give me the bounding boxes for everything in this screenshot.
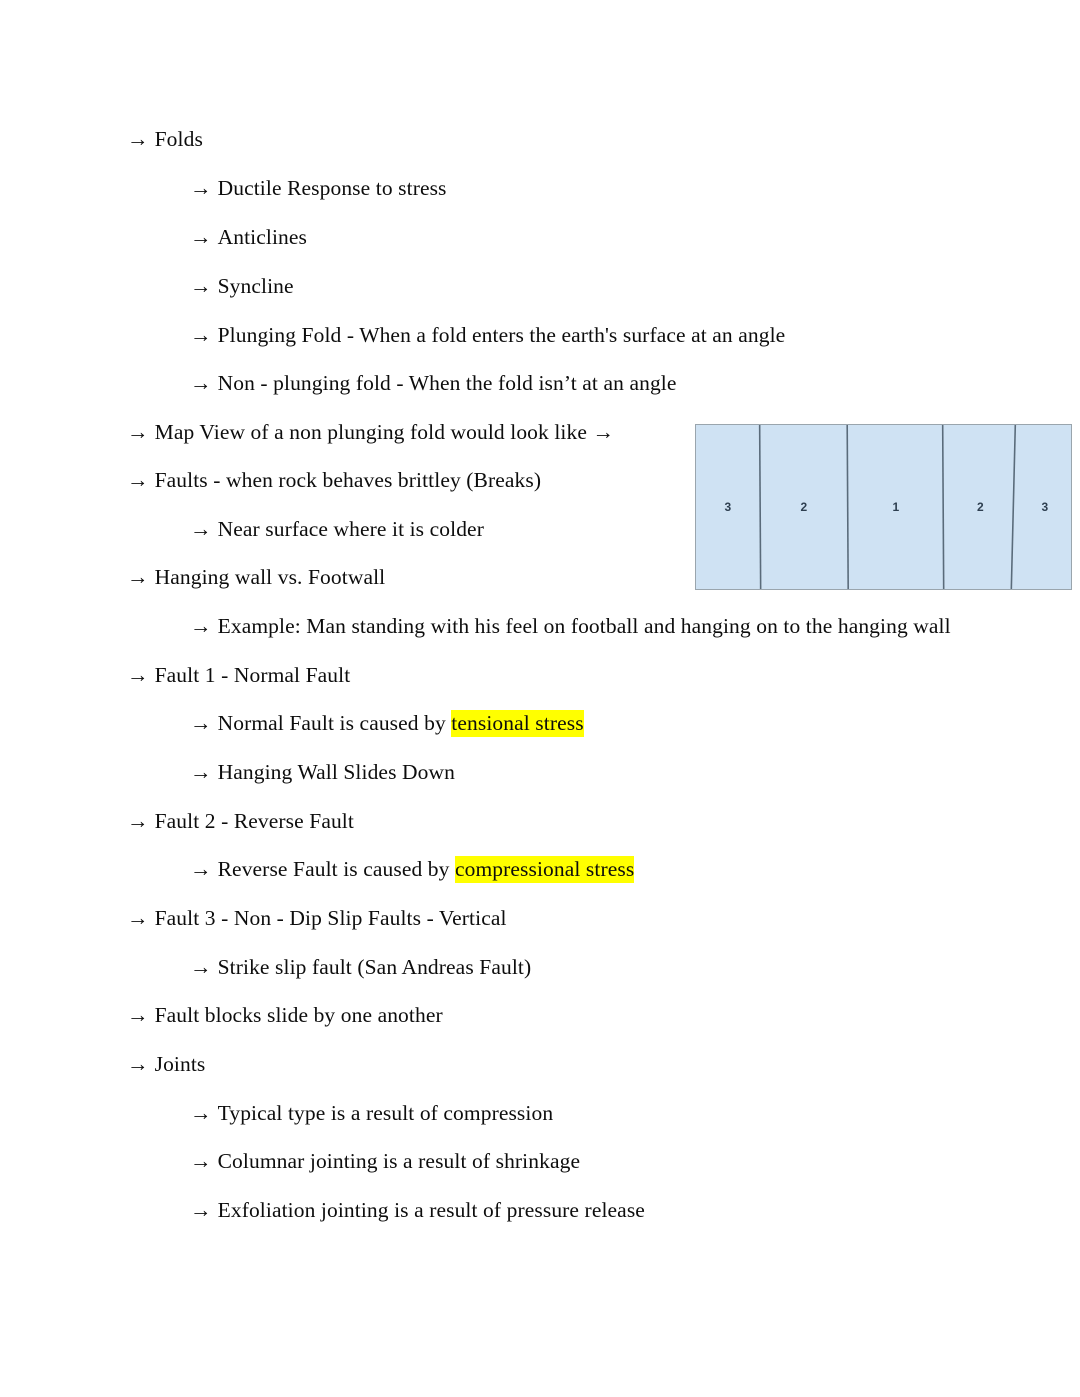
arrow-bullet-icon: → <box>190 711 212 735</box>
note-text: Hanging Wall Slides Down <box>217 760 455 784</box>
note-line-hanging-footwall <box>127 567 385 589</box>
arrow-bullet-icon: → <box>190 323 212 347</box>
note-text: Hanging wall vs. Footwall <box>154 565 386 589</box>
arrow-bullet-icon: → <box>127 1003 149 1027</box>
note-line-strike-slip <box>190 957 531 979</box>
note-line-reverse-fault-cause <box>190 859 634 881</box>
note-text: Normal Fault is caused by <box>217 711 452 735</box>
arrow-bullet-icon: → <box>127 1052 149 1076</box>
note-line-near-surface <box>190 519 484 541</box>
note-text: Exfoliation jointing is a result of pressure release <box>217 1198 645 1222</box>
note-line-exfoliation-joint <box>190 1200 645 1222</box>
note-text: Anticlines <box>217 225 307 249</box>
band-label-outer-left: 3 <box>724 500 732 514</box>
highlighted-term-compressional-stress: compressional stress <box>454 857 635 881</box>
note-line-folds <box>127 129 203 151</box>
note-line-typical-joint <box>190 1103 553 1125</box>
arrow-bullet-icon: → <box>127 809 149 833</box>
map-view-fold-figure <box>695 424 1072 590</box>
note-text: Fault 2 - Reverse Fault <box>154 809 354 833</box>
arrow-bullet-icon: → <box>190 955 212 979</box>
arrow-bullet-icon: → <box>190 371 212 395</box>
arrow-bullet-icon: → <box>190 1198 212 1222</box>
arrow-bullet-icon: → <box>190 1101 212 1125</box>
arrow-bullet-icon: → <box>190 857 212 881</box>
note-line-fault-blocks <box>127 1005 443 1027</box>
band-label-center: 1 <box>892 500 900 514</box>
note-line-normal-fault-cause <box>190 713 584 735</box>
note-text: Faults - when rock behaves brittley (Breaks) <box>154 468 542 492</box>
note-text: Fault 1 - Normal Fault <box>154 663 351 687</box>
note-text: Columnar jointing is a result of shrinkage <box>217 1149 581 1173</box>
arrow-bullet-icon: → <box>127 906 149 930</box>
arrow-bullet-icon: → <box>127 468 149 492</box>
note-line-hanging-wall-down <box>190 762 455 784</box>
note-text: Example: Man standing with his feel on football and hanging on to the hanging wall <box>217 614 951 638</box>
note-line-non-plunging-fold <box>190 373 677 395</box>
band-label-mid-right: 2 <box>977 500 984 514</box>
note-text: Joints <box>154 1052 206 1076</box>
note-line-fault-2 <box>127 811 354 833</box>
note-line-fault-1 <box>127 665 350 687</box>
highlighted-term-tensional-stress: tensional stress <box>451 711 584 735</box>
note-text: Fault blocks slide by one another <box>154 1003 443 1027</box>
arrow-bullet-icon: → <box>190 176 212 200</box>
note-text: Plunging Fold - When a fold enters the earth's surface at an angle <box>217 323 786 347</box>
note-text: Ductile Response to stress <box>217 176 447 200</box>
arrow-bullet-icon: → <box>190 517 212 541</box>
arrow-bullet-icon: → <box>127 663 149 687</box>
note-line-syncline <box>190 276 294 298</box>
arrow-bullet-icon: → <box>190 1149 212 1173</box>
arrow-bullet-icon: → <box>127 127 149 151</box>
note-line-anticlines <box>190 227 307 249</box>
note-line-joints <box>127 1054 205 1076</box>
note-line-plunging-fold <box>190 325 785 347</box>
note-text: Typical type is a result of compression <box>217 1101 554 1125</box>
note-text: Map View of a non plunging fold would look like → <box>154 420 615 444</box>
note-text: Folds <box>154 127 203 151</box>
arrow-bullet-icon: → <box>127 565 149 589</box>
note-line-example-man <box>190 616 951 638</box>
note-text: Reverse Fault is caused by <box>217 857 455 881</box>
arrow-bullet-icon: → <box>190 760 212 784</box>
note-text: Non - plunging fold - When the fold isn’t at an angle <box>217 371 677 395</box>
arrow-bullet-icon: → <box>190 614 212 638</box>
note-text: Near surface where it is colder <box>217 517 484 541</box>
note-text: Fault 3 - Non - Dip Slip Faults - Vertical <box>154 906 507 930</box>
arrow-bullet-icon: → <box>127 420 149 444</box>
note-text: Syncline <box>217 274 294 298</box>
arrow-bullet-icon: → <box>190 225 212 249</box>
arrow-bullet-icon: → <box>190 274 212 298</box>
note-line-fault-3 <box>127 908 507 930</box>
note-line-faults <box>127 470 541 492</box>
band-label-outer-right: 3 <box>1041 500 1049 514</box>
band-label-mid-left: 2 <box>800 500 808 514</box>
note-line-columnar-joint <box>190 1151 580 1173</box>
note-text: Strike slip fault (San Andreas Fault) <box>217 955 532 979</box>
note-line-map-view <box>127 422 614 444</box>
note-line-ductile <box>190 178 447 200</box>
